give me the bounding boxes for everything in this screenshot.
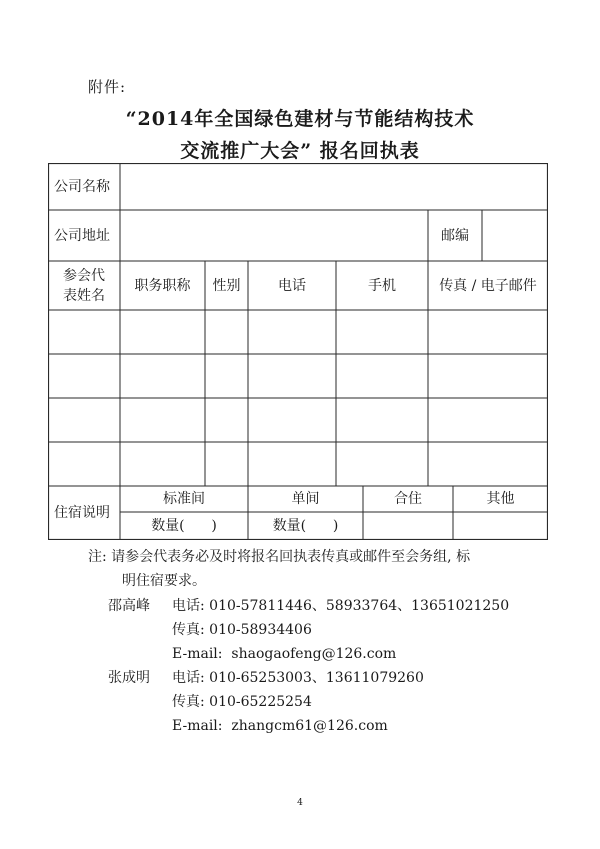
contact1-phone: 电话: 010-57811446、58933764、13651021250 (172, 598, 510, 614)
postcode-label: 邮编 (441, 227, 469, 244)
title-line-1: “2014年全国绿色建材与节能结构技术 (125, 108, 475, 130)
other-label: 其他 (486, 491, 515, 507)
contact1-email: E-mail: shaogaofeng@126.com (172, 646, 397, 662)
quantity-single-room: 数量( ) (272, 518, 339, 534)
job-title-header: 职务职称 (134, 277, 191, 294)
attachment-label: 附件: (88, 78, 127, 96)
note-line-1: 注: 请参会代表务必及时将报名回执表传真或邮件至会务组, 标 (88, 549, 471, 565)
registration-form (48, 163, 548, 540)
contact2-email: E-mail: zhangcm61@126.com (172, 718, 388, 734)
lodging-label: 住宿说明 (54, 505, 110, 521)
contact1-fax: 传真: 010-58934406 (172, 622, 312, 638)
shared-room-label: 合住 (394, 491, 422, 507)
mobile-header: 手机 (368, 277, 396, 294)
company-address-label: 公司地址 (54, 227, 110, 244)
page-number: 4 (297, 798, 303, 808)
fax-email-header: 传真 / 电子邮件 (439, 277, 537, 294)
contact2-fax: 传真: 010-65225254 (172, 694, 312, 710)
company-name-label: 公司名称 (54, 178, 110, 195)
title-line-2: 交流推广大会” 报名回执表 (180, 140, 420, 162)
note-line-2: 明住宿要求。 (122, 573, 206, 589)
contact2-phone: 电话: 010-65253003、13611079260 (172, 670, 424, 686)
contact1-name: 邵高峰 (108, 598, 150, 614)
contact2-name: 张成明 (108, 670, 150, 686)
gender-header: 性别 (212, 277, 241, 294)
phone-header: 电话 (278, 277, 306, 294)
standard-room-label: 标准间 (163, 491, 205, 507)
quantity-standard-room: 数量( ) (151, 518, 217, 534)
single-room-label: 单间 (291, 491, 320, 507)
rep-name-label: 参会代表姓名 (63, 267, 105, 304)
